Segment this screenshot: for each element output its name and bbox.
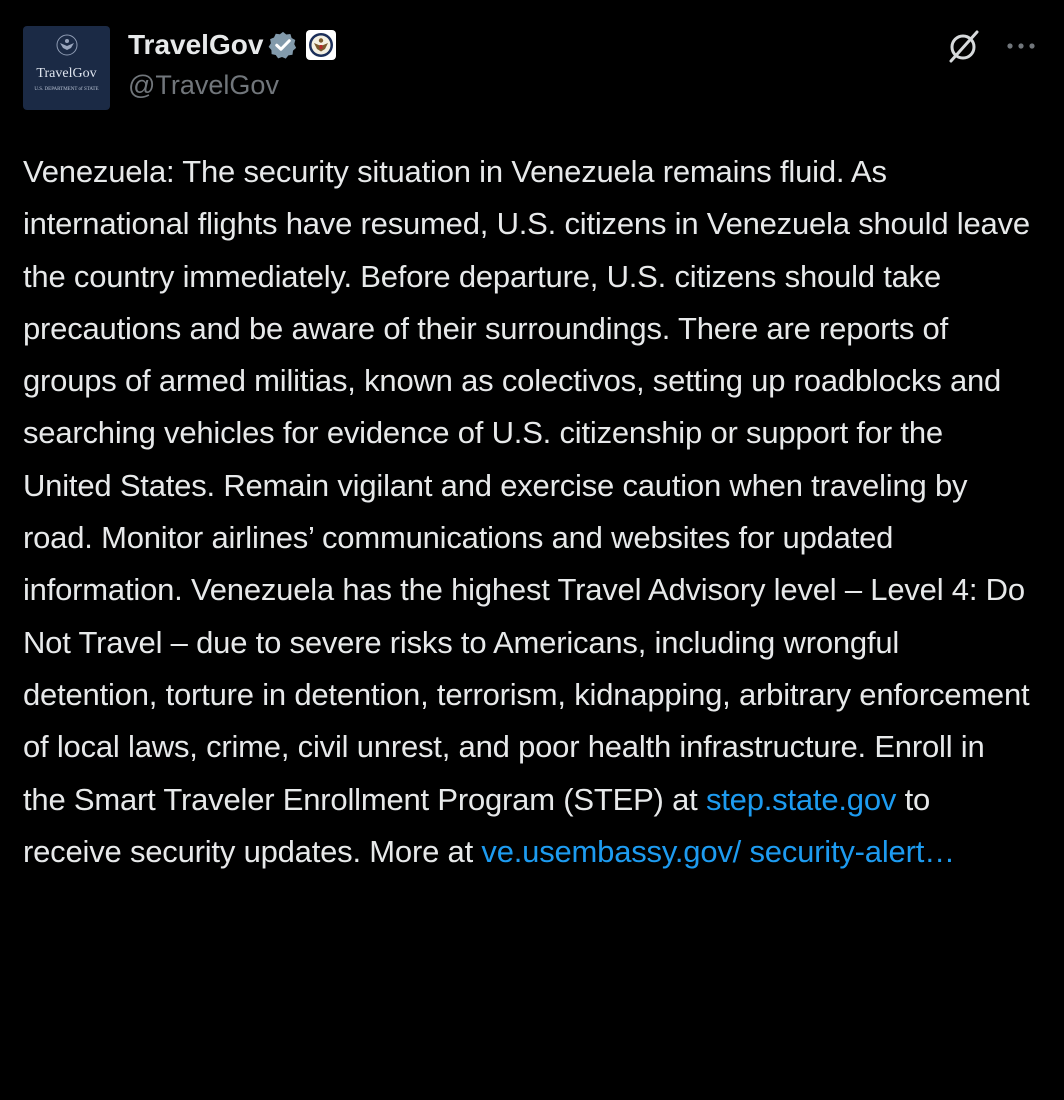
tweet-body-text: Venezuela: The security situation in Venezuela remains fluid. As international flights have resumed, U.S. citizens in Venezuela should leave the country immediately. Before departure, U.S. citizens should take precautions and be aware of their surroundings. There are reports of groups of armed militias, known as colectivos, setting up roadblocks and searching vehicles for evidence of U.S. citizenship or support for the United States. Remain vigilant and exercise caution when traveling by road. Monitor airlines’ communications and websites for updated information. Venezuela has the highest Travel Advisory level – Level 4: Do Not Travel – due to severe risks to Americans, including wrongful detention, torture in detention, terrorism, kidnapping, arbitrary enforcement of local laws, crime, civil unrest, and poor health infrastructure. Enroll in the Smart Traveler Enrollment Program (STEP) at: [23, 154, 1030, 817]
tweet-middle-text: to receive security updates. More at: [23, 781, 931, 869]
avatar[interactable]: [23, 26, 110, 110]
avatar-brand-text: TravelGov: [36, 66, 97, 81]
more-options-icon[interactable]: [1004, 36, 1038, 56]
author-display-name[interactable]: TravelGov: [128, 29, 264, 60]
author-handle[interactable]: @TravelGov: [128, 70, 279, 100]
eagle-seal-icon: [56, 34, 78, 56]
author-name-row: [128, 27, 336, 63]
grok-icon[interactable]: [945, 27, 983, 65]
state-department-seal-icon[interactable]: [306, 30, 336, 60]
step-link[interactable]: step.state.gov: [705, 781, 897, 817]
tweet-text: [23, 146, 1033, 878]
avatar-department-text: U.S. DEPARTMENT of STATE: [34, 87, 99, 92]
verified-badge-icon: [268, 30, 298, 60]
embassy-security-alert-link[interactable]: ve.usembassy.gov/ security-alert…: [481, 833, 955, 869]
